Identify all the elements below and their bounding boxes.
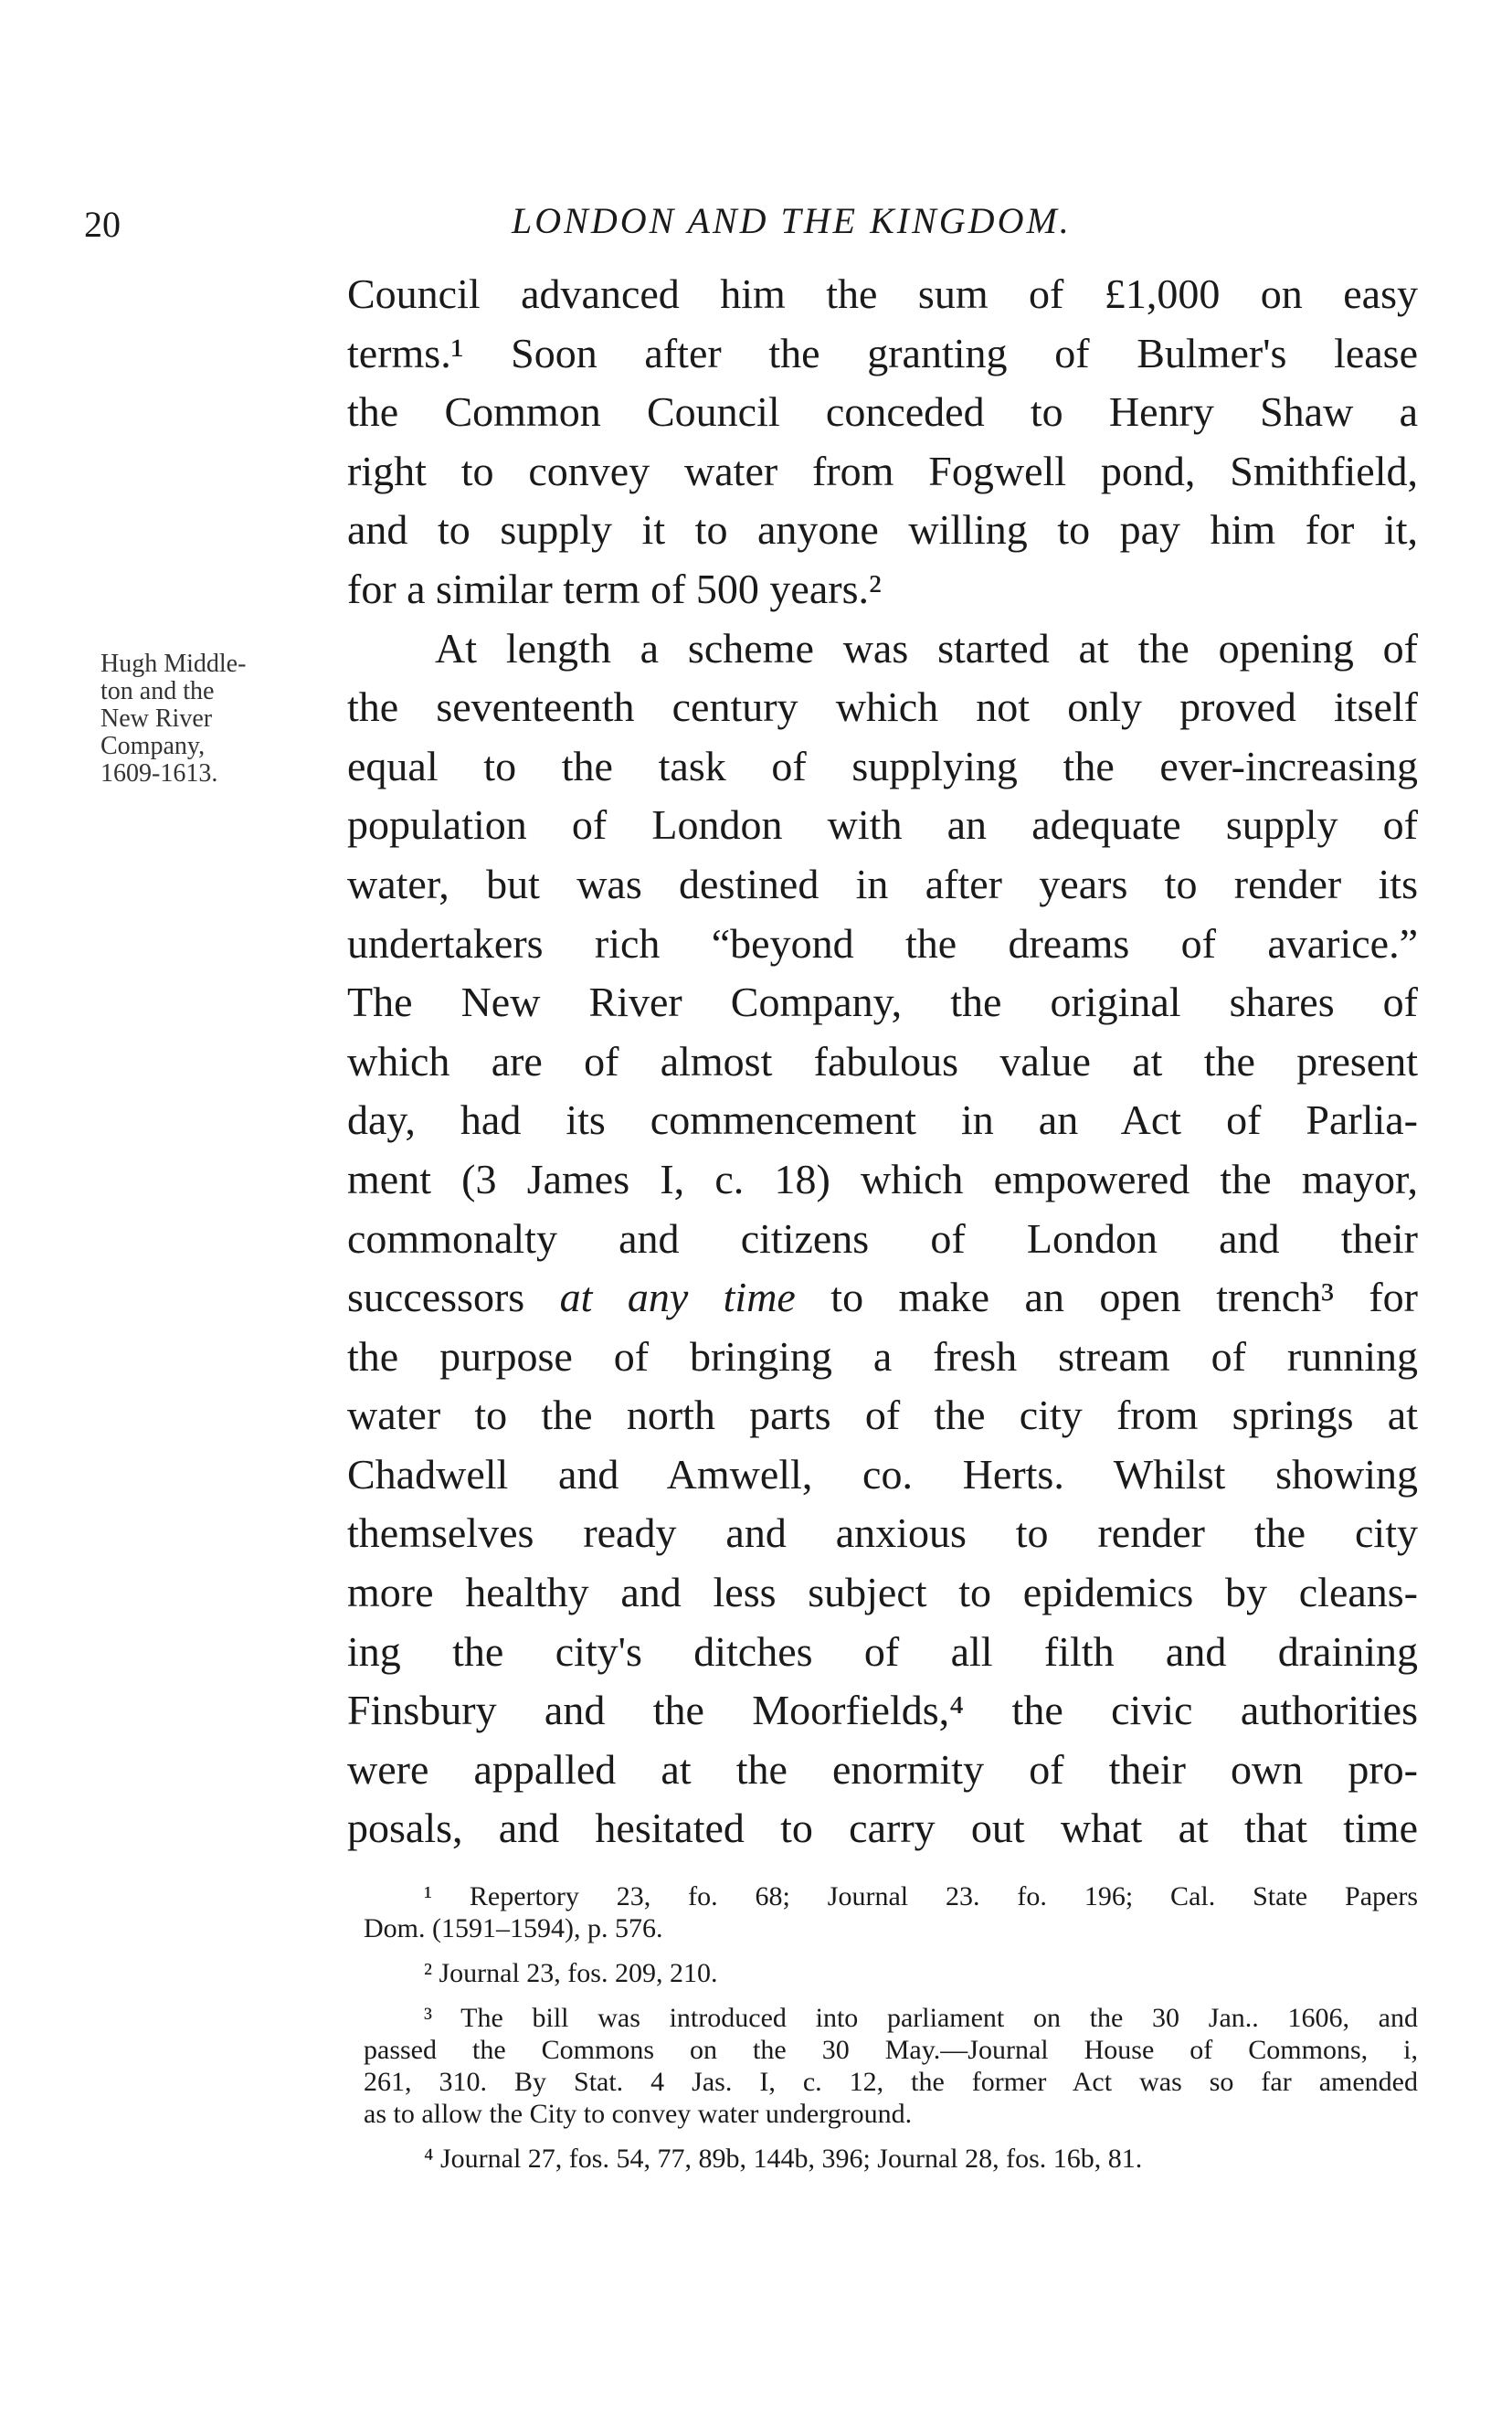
sidenote — [100, 651, 320, 788]
body-line: and to supply it to anyone willing to pay him for it, — [347, 506, 1418, 554]
body-line: commonalty and citizens of London and their — [347, 1214, 1418, 1262]
body-line: At length a scheme was started at the opening of — [435, 624, 1418, 672]
body-line: right to convey water from Fogwell pond, Smithfield, — [347, 447, 1418, 494]
body-line: water to the north parts of the city from springs at — [347, 1392, 1418, 1439]
body-line: ment (3 James I, c. 18) which empowered the mayor, — [347, 1155, 1418, 1202]
body-line: The New River Company, the original shares of — [347, 979, 1418, 1026]
body-line: which are of almost fabulous value at the present — [347, 1037, 1418, 1085]
footnote-3-line: passed the Commons on the 30 May.—Journal House of Commons, i, — [364, 2035, 1418, 2065]
body-line: more healthy and less subject to epidemics by cleans- — [347, 1569, 1418, 1616]
body-line: water, but was destined in after years to render its — [347, 860, 1418, 907]
body-line: Finsbury and the Moorfields,⁴ the civic authorities — [347, 1687, 1418, 1734]
sidenote-line: ton and the — [100, 677, 215, 705]
footnote-4-line: ⁴ Journal 27, fos. 54, 77, 89b, 144b, 396; Journal 28, fos. 16b, 81. — [424, 2144, 1143, 2174]
sidenote-line: New River — [100, 704, 213, 733]
body-line: the purpose of bringing a fresh stream of running — [347, 1332, 1418, 1380]
body-line: the seventeenth century which not only proved itself — [347, 683, 1418, 731]
body-line: Chadwell and Amwell, co. Herts. Whilst showing — [347, 1450, 1418, 1498]
footnote-3-line: 261, 310. By Stat. 4 Jas. I, c. 12, the former Act was so far amended — [364, 2067, 1418, 2097]
body-line: themselves ready and anxious to render the city — [347, 1509, 1418, 1557]
footnote-3-line: ³ The bill was introduced into parliament on the 30 Jan.. 1606, and — [424, 2003, 1418, 2033]
page-number: 20 — [84, 204, 121, 245]
body-line: were appalled at the enormity of their own pro- — [347, 1745, 1418, 1793]
body-line: posals, and hesitated to carry out what at that time — [347, 1805, 1418, 1852]
sidenote-line: Company, — [100, 732, 206, 760]
sidenote-line: 1609-1613. — [100, 759, 218, 788]
footnotes — [364, 1880, 1418, 2175]
body-line: the Common Council conceded to Henry Shaw a — [347, 388, 1418, 436]
body-text — [347, 265, 1418, 1858]
body-line: equal to the task of supplying the ever-increasing — [347, 742, 1418, 789]
body-line: population of London with an adequate supply of — [347, 801, 1418, 849]
body-segment: to make an open trench³ for — [795, 1274, 1418, 1321]
body-line: for a similar term of 500 years.² — [347, 565, 882, 612]
footnote-1-line: Dom. (1591–1594), p. 576. — [364, 1913, 663, 1943]
running-head: LONDON AND THE KINGDOM. — [512, 200, 1072, 241]
body-line — [347, 1268, 1418, 1328]
body-line: Council advanced him the sum of £1,000 on easy — [347, 270, 1418, 317]
sidenote-line: Hugh Middle- — [100, 650, 247, 678]
body-line: undertakers rich “beyond the dreams of avarice.” — [347, 919, 1418, 967]
footnote-gap — [364, 2130, 1418, 2143]
footnote-2-line: ² Journal 23, fos. 209, 210. — [424, 1958, 718, 1988]
footnote-3-line: as to allow the City to convey water underground. — [364, 2099, 913, 2129]
body-line: ing the city's ditches of all filth and draining — [347, 1627, 1418, 1675]
body-line: terms.¹ Soon after the granting of Bulmer's lease — [347, 329, 1418, 376]
body-line: day, had its commencement in an Act of Parlia- — [347, 1096, 1418, 1144]
body-segment: successors — [347, 1274, 560, 1321]
footnote-1-line: ¹ Repertory 23, fo. 68; Journal 23. fo. 196; Cal. State Papers — [424, 1881, 1418, 1911]
footnote-gap — [364, 1989, 1418, 2002]
emphasis-at-any-time: at any time — [559, 1274, 796, 1321]
footnote-gap — [364, 1944, 1418, 1957]
